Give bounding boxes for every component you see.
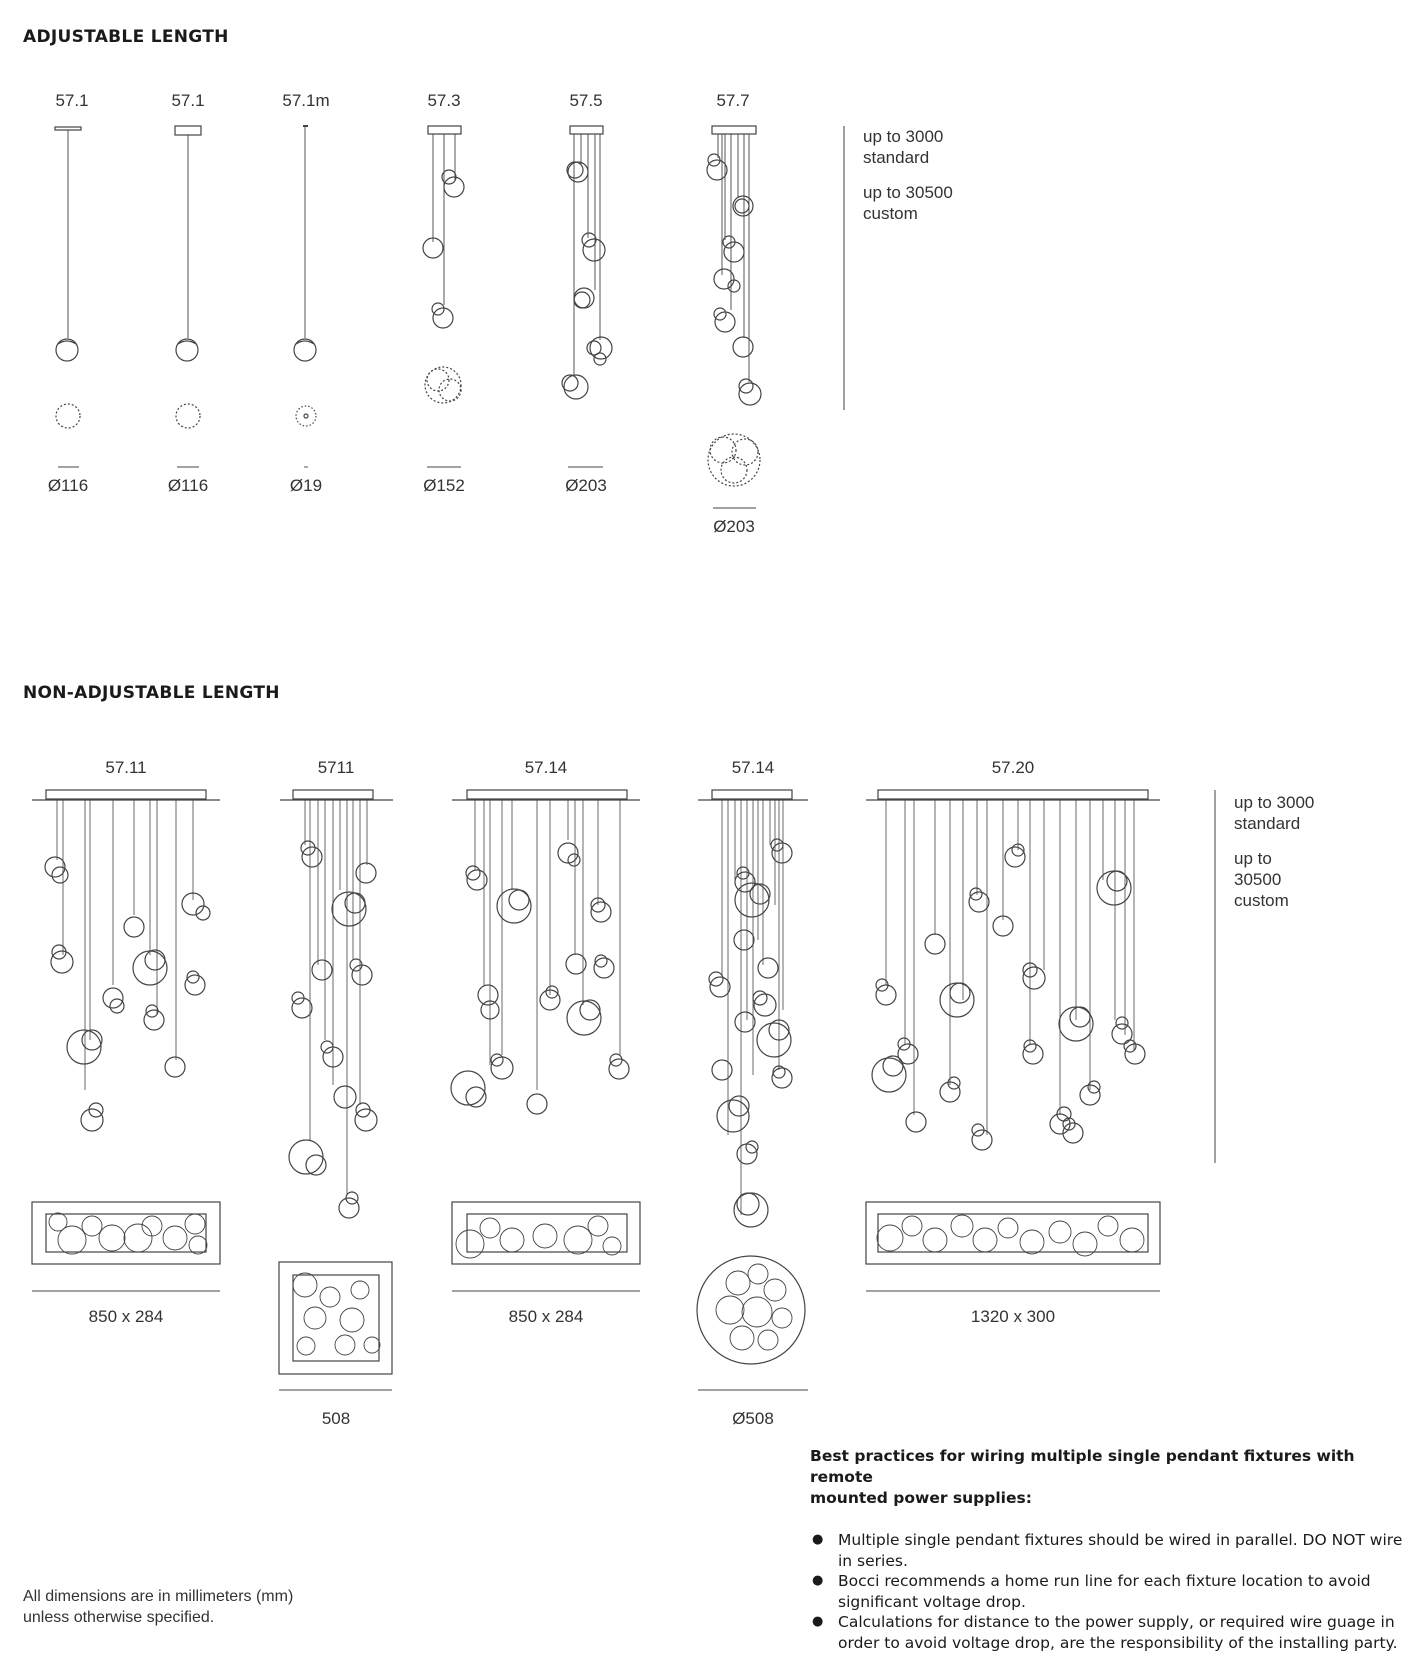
model-code: 57.11 xyxy=(105,758,147,777)
best-practices xyxy=(810,1446,1410,1653)
pendant-57-3 xyxy=(423,126,464,467)
length-standard: up to 3000 standard xyxy=(863,127,944,167)
diameter-label: Ø152 xyxy=(423,476,465,495)
model-code: 5711 xyxy=(317,758,355,777)
size-label: 850 x 284 xyxy=(88,1307,164,1326)
section-heading-non-adjustable: NON-ADJUSTABLE LENGTH xyxy=(23,683,280,703)
model-code: 57.1 xyxy=(55,91,89,110)
length-custom: up to 30500 custom xyxy=(1234,849,1289,910)
model-code: 57.5 xyxy=(569,91,603,110)
size-label: 1320 x 300 xyxy=(970,1307,1056,1326)
model-code: 57.14 xyxy=(524,758,568,777)
pendant-57-1-flat xyxy=(55,127,81,467)
model-code: 57.1 xyxy=(171,91,205,110)
list-item: ● Calculations for distance to the power supply, or required wire guage in order to avoid voltage drop, are the responsibility of the installing party. xyxy=(810,1612,1410,1653)
pendant-57-5 xyxy=(562,126,612,467)
pendant-57-1m xyxy=(294,126,316,467)
model-code: 57.14 xyxy=(731,758,775,777)
diameter-label: Ø116 xyxy=(167,476,209,495)
chandelier-57-14-rect xyxy=(451,790,640,1291)
model-code: 57.3 xyxy=(427,91,461,110)
list-item: ● Multiple single pendant fixtures should be wired in parallel. DO NOT wire in series. xyxy=(810,1530,1410,1571)
best-practices-title: Best practices for wiring multiple single pendant fixtures with remote mounted power supplies: xyxy=(810,1447,1355,1507)
chandelier-57-14-round xyxy=(697,790,808,1390)
size-label: 850 x 284 xyxy=(508,1307,584,1326)
list-item: ● Bocci recommends a home run line for each fixture location to avoid significant voltage drop. xyxy=(810,1571,1410,1612)
pendant-57-7 xyxy=(707,126,761,508)
chandelier-57-11 xyxy=(32,790,220,1291)
diameter-label: Ø203 xyxy=(565,476,607,495)
diameter-label: Ø203 xyxy=(713,517,755,536)
size-label: Ø508 xyxy=(732,1409,774,1428)
length-standard: up to 3000 standard xyxy=(1234,793,1315,833)
model-code: 57.7 xyxy=(716,91,750,110)
length-custom: up to 30500 custom xyxy=(863,183,953,223)
diameter-label: Ø19 xyxy=(289,476,323,495)
size-label: 508 xyxy=(321,1409,351,1428)
model-code: 57.1m xyxy=(282,91,330,110)
chandelier-5711 xyxy=(279,790,393,1390)
model-code: 57.20 xyxy=(991,758,1035,777)
chandelier-57-20 xyxy=(866,790,1160,1291)
units-footnote: All dimensions are in millimeters (mm) unless otherwise specified. xyxy=(23,1588,294,1626)
best-practices-list xyxy=(810,1530,1410,1653)
pendant-57-1-box xyxy=(175,126,201,467)
section-heading-adjustable: ADJUSTABLE LENGTH xyxy=(23,27,229,47)
diameter-label: Ø116 xyxy=(47,476,89,495)
